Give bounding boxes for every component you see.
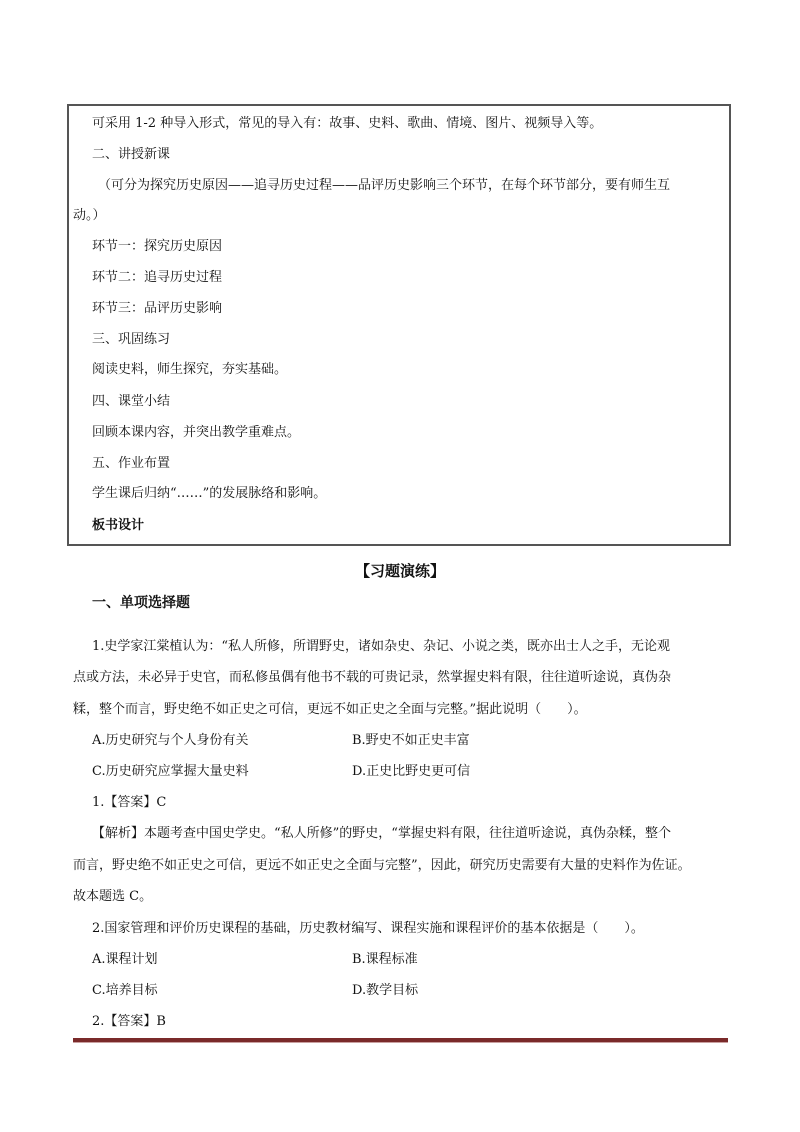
q1-option-b: B.野史不如正史丰富	[352, 733, 470, 748]
lesson-plan-box	[67, 104, 731, 546]
box-line: 环节一：探究历史原因	[92, 239, 223, 254]
q1-option-d: D.正史比野史更可信	[352, 764, 471, 779]
section-heading: 一、单项选择题	[92, 595, 190, 611]
box-line: 环节二：追寻历史过程	[92, 270, 223, 285]
q1-answer: 1.【答案】C	[92, 795, 167, 810]
box-line: 环节三：品评历史影响	[92, 301, 223, 316]
box-line: （可分为探究历史原因——追寻历史过程——品评历史影响三个环节，在每个环节部分，要有师生互	[98, 178, 671, 193]
q1-stem: 点或方法，未必异于史官，而私修虽偶有他书不载的可贵记录，然掌握史料有限，往往道听途说，真伪杂	[73, 670, 672, 685]
board-design-heading: 板书设计	[92, 518, 145, 533]
box-line: 四、课堂小结	[92, 394, 171, 409]
q2-option-c: C.培养目标	[92, 983, 158, 998]
box-line: 阅读史料，师生探究，夯实基础。	[92, 362, 288, 377]
box-line: 二、讲授新课	[92, 147, 171, 162]
box-line: 五、作业布置	[92, 456, 171, 471]
q1-stem: 1.史学家江棠植认为：“私人所修，所谓野史，诸如杂史、杂记、小说之类，既亦出士人之手，无论观	[92, 639, 671, 654]
exercise-title: 【习题演练】	[354, 562, 445, 580]
q1-analysis: 故本题选 C。	[73, 889, 153, 904]
q1-analysis: 【解析】本题考查中国史学史。“私人所修”的野史，“掌握史料有限，往往道听途说，真伪杂糅，整个	[92, 826, 671, 841]
box-line: 回顾本课内容，并突出教学重难点。	[92, 425, 301, 440]
box-line: 动。）	[73, 208, 106, 223]
q1-stem: 糅，整个而言，野史绝不如正史之可信，更远不如正史之全面与完整。”据此说明（ ）。	[73, 702, 587, 717]
q1-analysis: 而言，野史绝不如正史之可信，更远不如正史之全面与完整”，因此，研究历史需要有大量的史料作为佐证。	[73, 858, 691, 873]
box-line: 三、巩固练习	[92, 332, 171, 347]
q2-option-d: D.教学目标	[352, 983, 419, 998]
box-line: 可采用 1-2 种导入形式，常见的导入有：故事、史料、歌曲、情境、图片、视频导入等。	[92, 116, 603, 131]
q2-option-a: A.课程计划	[92, 952, 158, 967]
q1-option-c: C.历史研究应掌握大量史料	[92, 764, 249, 779]
q2-stem: 2.国家管理和评价历史课程的基础，历史教材编写、课程实施和课程评价的基本依据是（ ）。	[92, 921, 644, 936]
q2-option-b: B.课程标准	[352, 952, 418, 967]
box-line: 学生课后归纳“……”的发展脉络和影响。	[92, 486, 327, 501]
q2-answer: 2.【答案】B	[92, 1014, 166, 1029]
q1-option-a: A.历史研究与个人身份有关	[92, 733, 249, 748]
footer-divider	[73, 1038, 728, 1043]
